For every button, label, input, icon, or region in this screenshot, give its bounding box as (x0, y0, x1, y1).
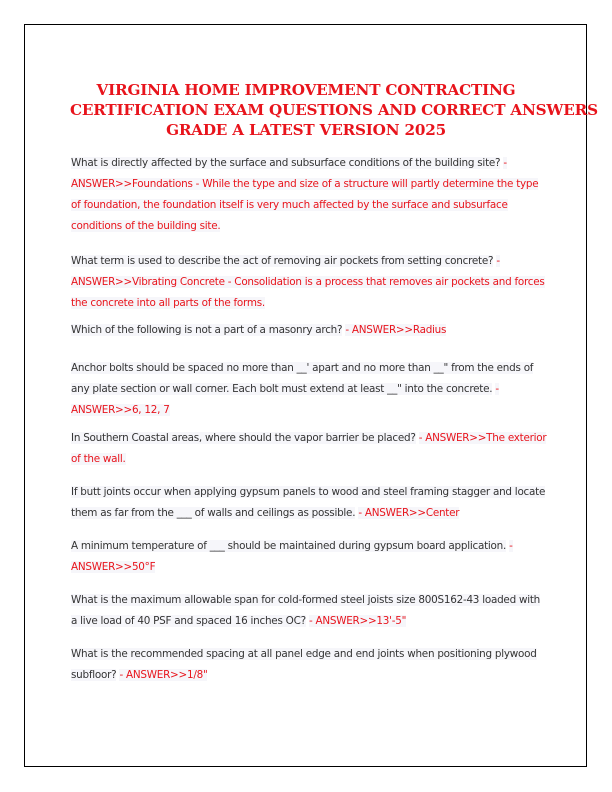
qa-item-1 (71, 153, 549, 237)
question-8: What is the maximum allowable span for cold-formed steel joists size 800S162-43 loaded with a live load of 40 PSF and spaced 16 inches OC? (71, 594, 541, 627)
answer-6: - ANSWER>>Center (358, 507, 460, 519)
question-4: Anchor bolts should be spaced no more than __' apart and no more than __" from the ends of any plate section or wall corner. Each bolt must extend at least __" into the concrete. (71, 362, 534, 395)
answer-8: - ANSWER>>13'-5" (308, 615, 407, 627)
answer-1: - ANSWER>>Foundations - While the type and size of a structure will partly determine the type of foundation, the foundation itself is very much affected by the surface and subsurface conditions of the building site. (71, 157, 539, 232)
qa-item-5 (71, 428, 549, 470)
answer-2: - ANSWER>>Vibrating Concrete - Consolidation is a process that removes air pockets and forces the concrete into all parts of the forms. (71, 255, 545, 309)
answer-7: - ANSWER>>50°F (71, 540, 513, 573)
answer-9: - ANSWER>>1/8" (119, 669, 208, 681)
qa-item-7 (71, 536, 549, 578)
qa-item-3 (71, 320, 549, 341)
qa-item-8 (71, 590, 549, 632)
document-title (70, 80, 598, 140)
qa-item-2 (71, 251, 549, 314)
qa-item-4 (71, 358, 549, 421)
title-line-3: GRADE A LATEST VERSION 2025 (166, 121, 446, 139)
answer-3: - ANSWER>>Radius (345, 324, 447, 336)
question-2: What term is used to describe the act of removing air pockets from setting concrete? (71, 255, 494, 267)
answer-5: - ANSWER>>The exterior of the wall. (71, 432, 547, 465)
qa-item-6 (71, 482, 549, 524)
answer-4: - ANSWER>>6, 12, 7 (71, 383, 499, 416)
qa-item-9 (71, 644, 549, 686)
question-3: Which of the following is not a part of a masonry arch? (71, 324, 343, 336)
question-1: What is directly affected by the surface and subsurface conditions of the building site? (71, 157, 501, 169)
title-line-2: CERTIFICATION EXAM QUESTIONS AND CORRECT ANSWERS (70, 101, 598, 119)
question-5: In Southern Coastal areas, where should the vapor barrier be placed? (71, 432, 416, 444)
question-6: If butt joints occur when applying gypsum panels to wood and steel framing stagger and locate them as far from the ___ of walls and ceilings as possible. (71, 486, 546, 519)
question-9: What is the recommended spacing at all panel edge and end joints when positioning plywood subfloor? (71, 648, 537, 681)
title-line-1: VIRGINIA HOME IMPROVEMENT CONTRACTING (96, 81, 516, 99)
question-7: A minimum temperature of ___ should be maintained during gypsum board application. (71, 540, 507, 552)
